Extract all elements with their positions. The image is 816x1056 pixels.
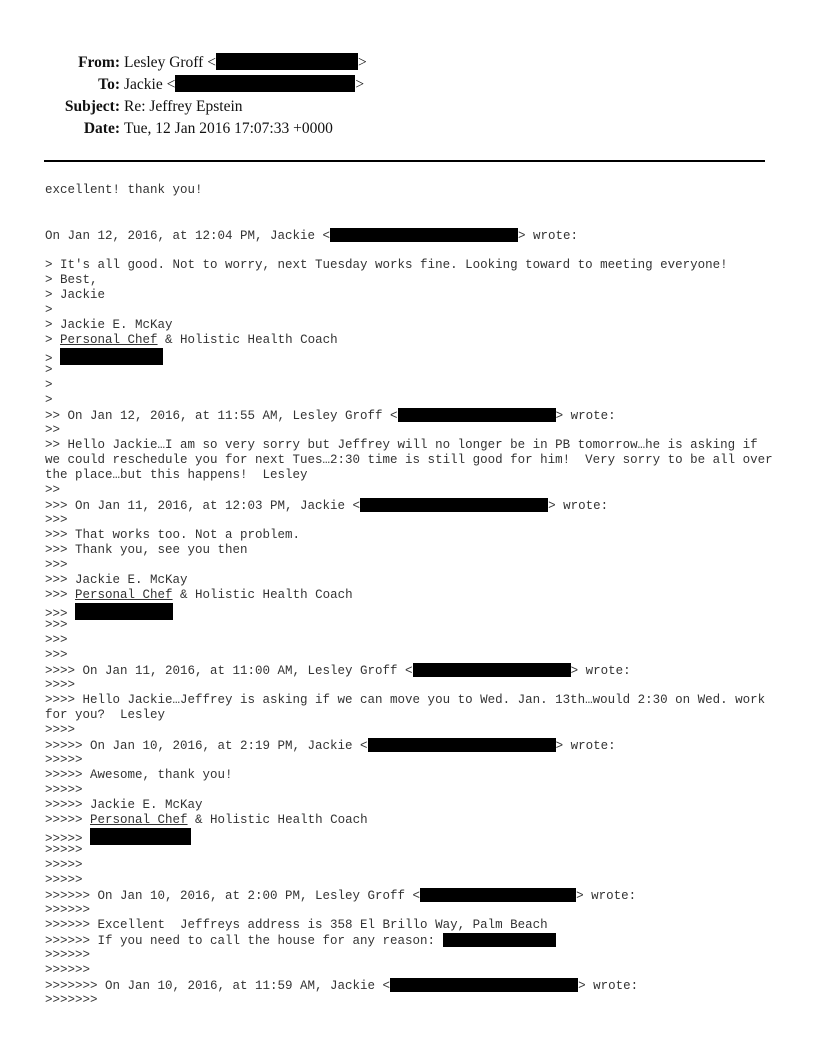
body-line: >>>>> xyxy=(45,873,83,887)
body-line: >>>>> xyxy=(45,843,83,857)
body-line: >>>>>>> xyxy=(45,993,98,1007)
body-line: >>> Thank you, see you then xyxy=(45,543,248,557)
body-line: >>>>> xyxy=(45,753,83,767)
body-line: >> Hello Jackie…I am so very sorry but Jeffrey will no longer be in PB tomorrow…he is asking if we could reschedule you for next Tues…2:30 time is still good for him! Very sorry to be all over the place…but this happens! Lesley xyxy=(45,438,781,482)
body-line: > xyxy=(45,393,53,407)
body-line: >>>>>> Excellent Jeffreys address is 358 El Brillo Way, Palm Beach xyxy=(45,918,548,932)
signature-role-rest: & Holistic Health Coach xyxy=(187,813,368,827)
subject-label: Subject: xyxy=(64,98,120,115)
subject-row xyxy=(0,97,816,117)
from-name: Lesley Groff < xyxy=(124,54,216,71)
quote-header-end: > wrote: xyxy=(576,889,637,903)
redacted-line xyxy=(45,348,773,366)
redacted-line xyxy=(45,828,773,846)
from-value xyxy=(124,53,367,73)
quote-header xyxy=(45,738,773,753)
body-line: >>>> Hello Jackie…Jeffrey is asking if we can move you to Wed. Jan. 13th…would 2:30 on Wed. work for you? Lesley xyxy=(45,693,773,722)
body-line: > Jackie xyxy=(45,288,106,302)
redaction-bar xyxy=(398,408,556,422)
redaction-bar xyxy=(360,498,548,512)
redaction-bar xyxy=(413,663,571,677)
body-line: > xyxy=(45,303,53,317)
signature-title xyxy=(45,813,773,828)
body-line: >>> xyxy=(45,513,68,527)
body-line: >>> xyxy=(45,558,68,572)
to-row xyxy=(0,75,816,95)
body-line: >>>>>> xyxy=(45,948,91,962)
quote-header xyxy=(45,228,773,243)
quote-header-end: > wrote: xyxy=(548,499,609,513)
signature-title xyxy=(45,333,773,348)
signature-role-rest: & Holistic Health Coach xyxy=(157,333,338,347)
quote-prefix: >>>>> xyxy=(45,832,91,846)
subject-value: Re: Jeffrey Epstein xyxy=(124,98,243,115)
quote-header-end: > wrote: xyxy=(555,409,616,423)
body-line: >>> Jackie E. McKay xyxy=(45,573,188,587)
body-line: > It's all good. Not to worry, next Tuesday works fine. Looking toward to meeting everyone! xyxy=(45,258,728,272)
body-line: >>>>> Jackie E. McKay xyxy=(45,798,203,812)
signature-role: Personal Chef xyxy=(60,333,158,347)
quote-header xyxy=(45,498,773,513)
quote-header-end: > wrote: xyxy=(578,979,639,993)
body-line: >>>>> xyxy=(45,783,83,797)
redaction-bar xyxy=(390,978,578,992)
body-line: > xyxy=(45,363,53,377)
redaction-bar xyxy=(368,738,556,752)
quote-header xyxy=(45,408,773,423)
quote-header-text: >>>>>> On Jan 10, 2016, at 2:00 PM, Lesley Groff < xyxy=(45,889,421,903)
body-line: >> xyxy=(45,423,61,437)
redaction-bar xyxy=(90,828,191,845)
date-row xyxy=(0,119,816,139)
body-line: >>> xyxy=(45,633,68,647)
header-divider xyxy=(44,160,765,162)
date-label: Date: xyxy=(83,120,120,137)
body-line: >>>>>> xyxy=(45,963,91,977)
quote-prefix: >>>>> xyxy=(45,813,91,827)
to-value xyxy=(124,75,364,95)
body-line: >>>> xyxy=(45,723,76,737)
message-body xyxy=(45,183,781,1008)
quote-prefix: >>> xyxy=(45,607,76,621)
redaction-bar xyxy=(330,228,518,242)
quote-prefix: > xyxy=(45,333,61,347)
quote-prefix: >>> xyxy=(45,588,76,602)
quote-prefix: > xyxy=(45,352,61,366)
body-line: > Best, xyxy=(45,273,98,287)
body-line: >>>> xyxy=(45,678,76,692)
date-value: Tue, 12 Jan 2016 17:07:33 +0000 xyxy=(124,120,333,137)
quote-header xyxy=(45,978,773,993)
body-line: > Jackie E. McKay xyxy=(45,318,173,332)
quote-header-text: >>>>>>> On Jan 10, 2016, at 11:59 AM, Jackie < xyxy=(45,979,391,993)
redaction-bar xyxy=(175,75,355,92)
quote-header-end: > wrote: xyxy=(555,739,616,753)
quote-header xyxy=(45,888,773,903)
quote-header-text: >>>>> On Jan 10, 2016, at 2:19 PM, Jackie < xyxy=(45,739,368,753)
body-line: >>> xyxy=(45,648,68,662)
to-end: > xyxy=(355,76,365,93)
from-end: > xyxy=(357,54,367,71)
quote-header-end: > wrote: xyxy=(518,229,579,243)
phone-line-text: >>>>>> If you need to call the house for any reason: xyxy=(45,934,443,948)
signature-role: Personal Chef xyxy=(75,588,173,602)
blank-line xyxy=(45,243,773,258)
quote-header-text: >> On Jan 12, 2016, at 11:55 AM, Lesley Groff < xyxy=(45,409,398,423)
signature-title xyxy=(45,588,773,603)
body-line: excellent! thank you! xyxy=(45,183,203,197)
quote-header-end: > wrote: xyxy=(570,664,631,678)
quote-header xyxy=(45,663,773,678)
from-row xyxy=(0,53,816,73)
from-label: From: xyxy=(78,54,120,71)
redaction-bar xyxy=(75,603,173,620)
body-line: >>>>> Awesome, thank you! xyxy=(45,768,233,782)
redaction-bar xyxy=(60,348,163,365)
redaction-bar xyxy=(420,888,576,902)
body-line: >>>>>> xyxy=(45,903,91,917)
signature-role: Personal Chef xyxy=(90,813,188,827)
quote-header-text: On Jan 12, 2016, at 12:04 PM, Jackie < xyxy=(45,229,331,243)
body-line: >>> xyxy=(45,618,68,632)
signature-role-rest: & Holistic Health Coach xyxy=(172,588,353,602)
redacted-line xyxy=(45,933,773,948)
redaction-bar xyxy=(443,933,556,947)
blank-line xyxy=(45,213,773,228)
body-line: >>> That works too. Not a problem. xyxy=(45,528,301,542)
body-line: >> xyxy=(45,483,61,497)
blank-line xyxy=(45,198,773,213)
body-line: >>>>> xyxy=(45,858,83,872)
to-name: Jackie < xyxy=(124,76,176,93)
quote-header-text: >>>> On Jan 11, 2016, at 11:00 AM, Lesley Groff < xyxy=(45,664,413,678)
redacted-line xyxy=(45,603,773,621)
to-label: To: xyxy=(98,76,120,93)
body-line: > xyxy=(45,378,53,392)
quote-header-text: >>> On Jan 11, 2016, at 12:03 PM, Jackie < xyxy=(45,499,361,513)
redaction-bar xyxy=(216,53,358,70)
